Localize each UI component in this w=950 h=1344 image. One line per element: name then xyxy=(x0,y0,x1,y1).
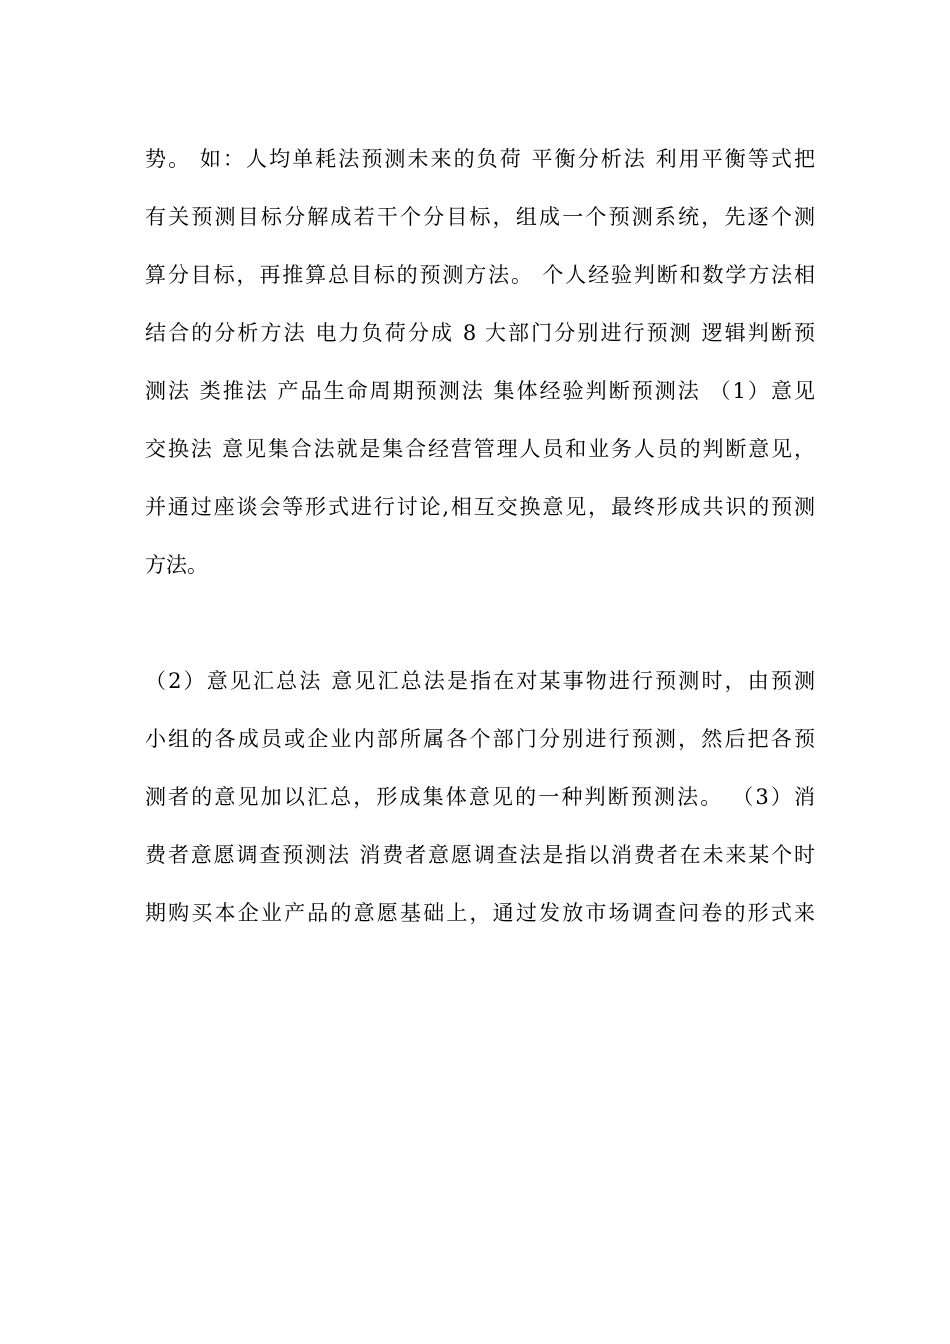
text-line: 费者意愿调查预测法 消费者意愿调查法是指以消费者在未来某个时 xyxy=(145,843,815,867)
text-line: 势。 如：人均单耗法预测未来的负荷 平衡分析法 利用平衡等式把 xyxy=(145,147,815,171)
document-body xyxy=(145,130,815,942)
text-line: 有关预测目标分解成若干个分目标，组成一个预测系统，先逐个测 xyxy=(145,205,815,229)
text-line: 期购买本企业产品的意愿基础上，通过发放市场调查问卷的形式来 xyxy=(145,901,815,925)
text-line: 结合的分析方法 电力负荷分成 8 大部门分别进行预测 逻辑判断预 xyxy=(145,321,815,345)
text-line: 方法。 xyxy=(145,553,208,577)
text-line: 并通过座谈会等形式进行讨论,相互交换意见，最终形成共识的预测 xyxy=(145,495,815,519)
paragraph-gap xyxy=(145,594,815,652)
text-line: 算分目标，再推算总目标的预测方法。 个人经验判断和数学方法相 xyxy=(145,263,815,287)
text-line: （2）意见汇总法 意见汇总法是指在对某事物进行预测时，由预测 xyxy=(145,669,815,693)
text-line: 测者的意见加以汇总，形成集体意见的一种判断预测法。 （3）消 xyxy=(145,785,815,809)
text-line: 小组的各成员或企业内部所属各个部门分别进行预测，然后把各预 xyxy=(145,727,815,751)
text-line: 交换法 意见集合法就是集合经营管理人员和业务人员的判断意见， xyxy=(145,437,815,461)
text-line: 测法 类推法 产品生命周期预测法 集体经验判断预测法 （1）意见 xyxy=(145,379,815,403)
